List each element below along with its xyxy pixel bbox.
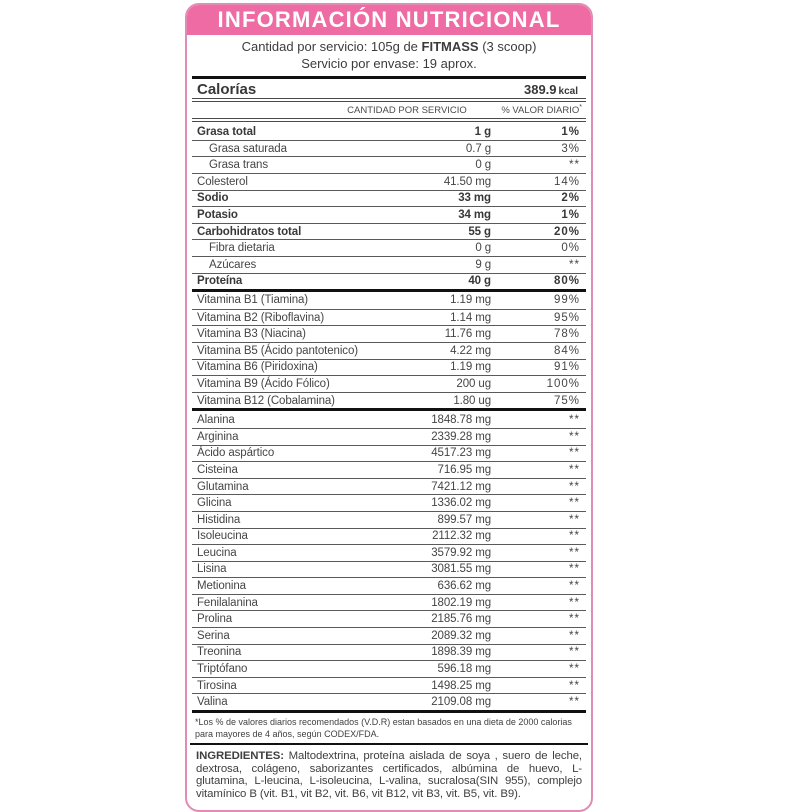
nutrient-amount: 2112.32 mg (432, 530, 491, 543)
nutrient-name: Carbohidratos total (197, 225, 302, 238)
nutrient-name: Glutamina (197, 480, 249, 493)
nutrient-amount: 716.95 mg (437, 463, 491, 476)
nutrient-name: Alanina (197, 413, 235, 426)
page-title: INFORMACIÓN NUTRICIONAL (217, 7, 561, 32)
nutrient-amount: 0.7 g (465, 142, 491, 155)
nutrient-name: Lisina (197, 563, 227, 576)
table-row (192, 239, 586, 256)
nutrient-daily-value: 14% (553, 175, 580, 188)
nutrient-daily-value: 80% (553, 275, 580, 288)
nutrient-daily-value: ** (569, 613, 580, 626)
nutrient-name: Vitamina B3 (Niacina) (197, 328, 306, 341)
table-row (192, 528, 586, 545)
nutrient-daily-value: 2% (561, 192, 580, 205)
nutrient-daily-value: 95% (553, 311, 580, 324)
nutrient-amount: 34 mg (458, 209, 491, 222)
nutrient-amount: 596.18 mg (437, 663, 491, 676)
nutrient-amount: 3081.55 mg (431, 563, 491, 576)
table-row (192, 375, 586, 392)
nutrient-amount: 1848.78 mg (431, 413, 491, 426)
nutrition-table-body (187, 123, 591, 710)
nutrient-name: Vitamina B12 (Cobalamina) (197, 394, 335, 407)
table-row (192, 292, 586, 309)
nutrient-daily-value: ** (569, 663, 580, 676)
nutrient-amount: 1.19 mg (450, 361, 491, 374)
serving-info (187, 39, 591, 72)
nutrient-name: Isoleucina (197, 530, 248, 543)
nutrient-daily-value: 75% (553, 394, 580, 407)
title-band (187, 5, 591, 35)
table-row (192, 325, 586, 342)
table-row (192, 693, 586, 710)
nutrient-daily-value: ** (569, 497, 580, 510)
table-row (192, 256, 586, 273)
nutrient-daily-value: 1% (561, 125, 580, 138)
nutrient-daily-value: 100% (546, 377, 580, 390)
nutrient-daily-value: ** (569, 696, 580, 709)
nutrient-amount: 3579.92 mg (431, 546, 491, 559)
nutrient-amount: 1898.39 mg (431, 646, 491, 659)
nutrient-amount: 1336.02 mg (431, 497, 491, 510)
nutrient-name: Histidina (197, 513, 241, 526)
nutrient-name: Metionina (197, 580, 246, 593)
table-row (192, 461, 586, 478)
nutrient-amount: 4.22 mg (450, 344, 491, 357)
nutrient-amount: 1498.25 mg (431, 679, 491, 692)
nutrient-name: Valina (197, 696, 228, 709)
nutrient-daily-value: ** (569, 546, 580, 559)
nutrient-daily-value: ** (569, 480, 580, 493)
nutrient-name: Grasa trans (209, 159, 268, 172)
nutrient-name: Grasa saturada (209, 142, 287, 155)
nutrient-amount: 0 g (475, 159, 491, 172)
table-row (192, 511, 586, 528)
nutrient-amount: 9 g (475, 258, 491, 271)
nutrient-amount: 2339.28 mg (431, 430, 491, 443)
nutrient-name: Fenilalanina (197, 596, 258, 609)
nutrient-daily-value: ** (569, 258, 580, 271)
table-row (192, 156, 586, 173)
table-row (192, 544, 586, 561)
calories-unit: kcal (558, 86, 578, 98)
nutrient-name: Potasio (197, 209, 238, 222)
divider-double (192, 118, 586, 122)
table-row (192, 445, 586, 462)
nutrient-name: Ácido aspártico (197, 447, 275, 460)
table-row (192, 660, 586, 677)
nutrient-daily-value: ** (569, 629, 580, 642)
nutrient-amount: 41.50 mg (443, 175, 491, 188)
nutrient-daily-value: ** (569, 596, 580, 609)
nutrient-name: Glicina (197, 497, 232, 510)
nutrient-amount: 899.57 mg (437, 513, 491, 526)
nutrient-daily-value: 91% (553, 361, 580, 374)
brand-name: FITMASS (421, 39, 479, 54)
daily-value-column-header (491, 104, 586, 116)
nutrient-name: Vitamina B9 (Ácido Fólico) (197, 377, 330, 390)
nutrient-daily-value: ** (569, 430, 580, 443)
nutrient-name: Proteína (197, 275, 243, 288)
nutrient-amount: 2185.76 mg (431, 613, 491, 626)
nutrient-name: Fibra dietaria (209, 242, 275, 255)
column-headers (192, 103, 586, 117)
nutrient-daily-value: ** (569, 563, 580, 576)
nutrient-name: Sodio (197, 192, 229, 205)
table-row (192, 123, 586, 140)
table-row (192, 140, 586, 157)
nutrient-daily-value: ** (569, 463, 580, 476)
amount-column-header: CANTIDAD POR SERVICIO (347, 104, 467, 116)
ingredients-paragraph (187, 745, 591, 804)
nutrient-name: Vitamina B5 (Ácido pantotenico) (197, 344, 358, 357)
calories-value-group (524, 81, 578, 99)
table-row (192, 494, 586, 511)
nutrient-amount: 1.19 mg (450, 294, 491, 307)
table-row (192, 561, 586, 578)
nutrient-name: Prolina (197, 613, 233, 626)
nutrient-amount: 11.76 mg (444, 328, 491, 341)
daily-value-footnote: *Los % de valores diarios recomendados (V.D.R) estan basados en una dieta de 2000 calorias para mayores de 4 años, según CODEX/FDA. (195, 717, 572, 740)
table-row (192, 223, 586, 240)
nutrient-daily-value: 3% (561, 142, 580, 155)
nutrient-daily-value: ** (569, 646, 580, 659)
nutrient-amount: 200 ug (456, 377, 491, 390)
nutrient-daily-value: 1% (561, 209, 580, 222)
nutrient-name: Grasa total (197, 125, 256, 138)
table-row (192, 644, 586, 661)
nutrient-name: Colesterol (197, 175, 248, 188)
nutrient-name: Cisteina (197, 463, 238, 476)
ingredients-text: Maltodextrina, proteína aislada de soya , suero de leche, dextrosa, colágeno, saborizantes certificados, albúmina de huevo, L-glutamina, L-leucina, L-isoleucina, L-valina, sucralosa(SIN 955), complejo vitamínico B (vit. B1, vit B2, vit. B6, vit B12, vit B3, vit. B5, vit. B9). (196, 750, 582, 800)
daily-value-header-text: % VALOR DIARIO (501, 105, 580, 117)
nutrient-amount: 4517.23 mg (431, 447, 491, 460)
serving-size-prefix: Cantidad por servicio: 105g de (241, 39, 422, 54)
nutrient-daily-value: 20% (553, 225, 580, 238)
nutrient-daily-value: ** (569, 513, 580, 526)
nutrition-label (185, 3, 593, 812)
nutrient-amount: 1 g (474, 125, 491, 138)
serving-size-line (187, 39, 591, 56)
nutrient-name: Arginina (197, 430, 239, 443)
nutrient-name: Vitamina B1 (Tiamina) (197, 294, 309, 307)
nutrient-daily-value: ** (569, 413, 580, 426)
calories-row (187, 79, 591, 97)
nutrient-daily-value: 0% (561, 242, 580, 255)
nutrient-name: Vitamina B6 (Piridoxina) (197, 361, 318, 374)
nutrient-amount: 1802.19 mg (431, 596, 491, 609)
nutrient-amount: 0 g (475, 242, 491, 255)
table-row (192, 411, 586, 428)
table-row (192, 342, 586, 359)
nutrient-daily-value: ** (569, 679, 580, 692)
nutrient-amount: 7421.12 mg (431, 480, 491, 493)
nutrient-amount: 33 mg (458, 192, 491, 205)
nutrient-name: Serina (197, 629, 230, 642)
table-row (192, 206, 586, 223)
ingredients-label: INGREDIENTES: (196, 750, 284, 763)
table-row (192, 190, 586, 207)
nutrient-name: Treonina (197, 646, 242, 659)
calories-label: Calorías (197, 81, 257, 99)
table-row (192, 273, 586, 290)
nutrient-amount: 1.80 ug (453, 394, 491, 407)
table-row (192, 359, 586, 376)
nutrient-name: Triptófano (197, 663, 248, 676)
nutrient-daily-value: 99% (553, 294, 580, 307)
table-row (192, 627, 586, 644)
daily-value-header-asterisk: * (579, 104, 582, 112)
nutrient-daily-value: ** (569, 447, 580, 460)
calories-value: 389.9 (523, 82, 557, 98)
nutrient-daily-value: ** (569, 530, 580, 543)
table-row (192, 173, 586, 190)
nutrient-amount: 2109.08 mg (431, 696, 491, 709)
nutrient-amount: 2089.32 mg (431, 629, 491, 642)
nutrient-daily-value: ** (569, 159, 580, 172)
nutrient-name: Tirosina (197, 679, 237, 692)
nutrient-amount: 1.14 mg (450, 311, 491, 324)
table-row (192, 677, 586, 694)
nutrient-daily-value: 84% (553, 344, 580, 357)
nutrient-name: Vitamina B2 (Riboflavina) (197, 311, 325, 324)
table-row (192, 392, 586, 409)
nutrient-amount: 55 g (468, 225, 491, 238)
table-row (192, 428, 586, 445)
nutrient-daily-value: 78% (553, 328, 580, 341)
nutrient-amount: 40 g (468, 275, 491, 288)
nutrient-amount: 636.62 mg (437, 580, 491, 593)
table-row (192, 610, 586, 627)
table-row (192, 577, 586, 594)
nutrient-daily-value: ** (569, 580, 580, 593)
serving-size-suffix: (3 scoop) (478, 39, 537, 54)
nutrient-name: Leucina (197, 546, 237, 559)
servings-per-container: Servicio por envase: 19 aprox. (301, 55, 477, 71)
table-row (192, 594, 586, 611)
table-row (192, 478, 586, 495)
table-row (192, 309, 586, 326)
nutrient-name: Azúcares (209, 258, 257, 271)
